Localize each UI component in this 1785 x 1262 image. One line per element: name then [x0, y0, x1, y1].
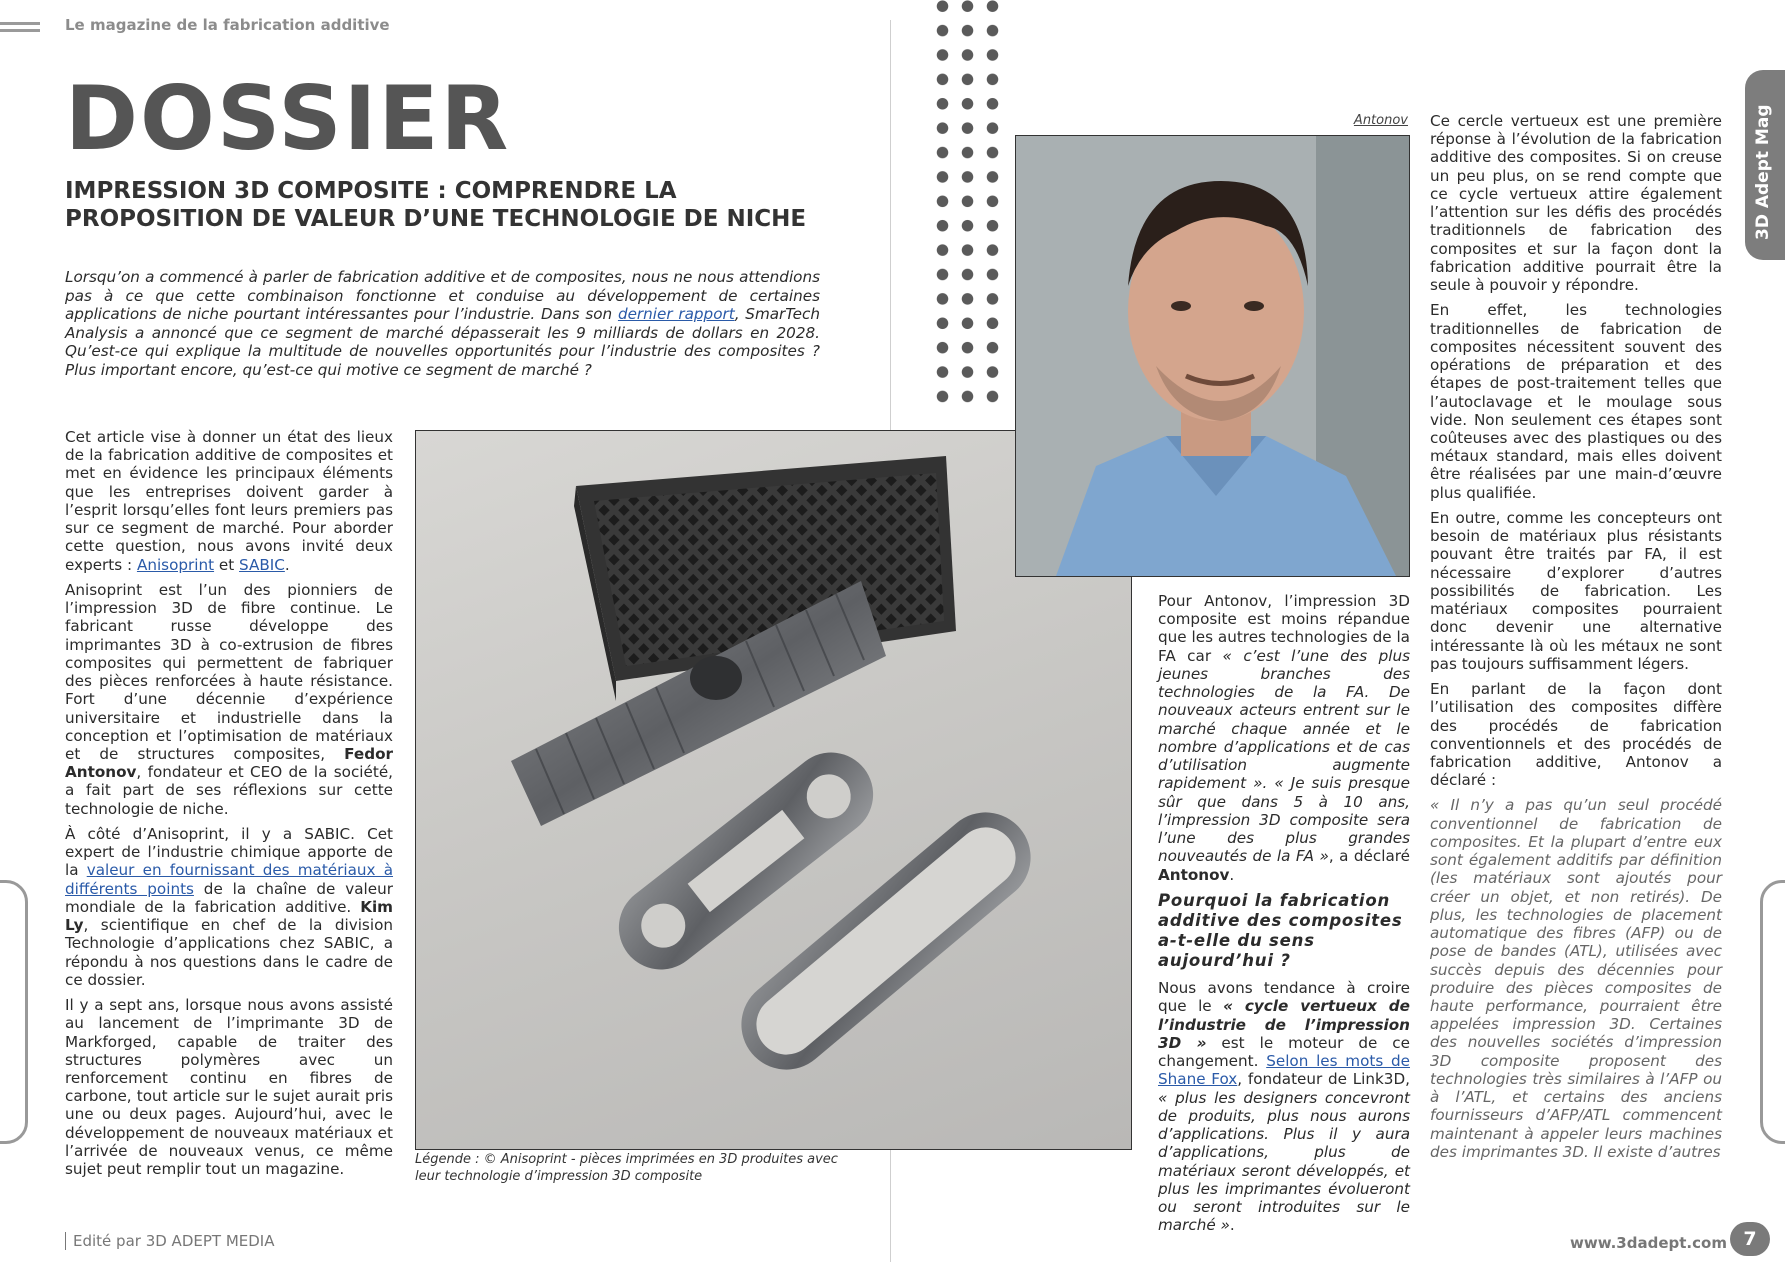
column-3: [1430, 112, 1722, 1168]
quote-paragraph: « Il n’y a pas qu’un seul procédé conventionnel de fabrication de composites. Et la plupart d’entre eux sont également additifs par définition (les matériaux sont ajoutés pour créer un objet, et non retirés). De plus, les technologies de placement automatique des fibres (AFP) ou de pose de bandes (ATL), utilisées avec succès depuis des décennies pour produire des pièces composites de haute performance, pourraient être appelées impression 3D. Certaines des nouvelles sociétés d’impression 3D composite proposent des technologies très similaires à l’AFP ou à l’ATL, et certains des anciens fournisseurs d’AFP/ATL commencent maintenant à appeler leurs machines des imprimantes 3D. Il existe d’autres: [1430, 796, 1722, 1161]
text: et: [214, 555, 240, 574]
article-headline: IMPRESSION 3D COMPOSITE : COMPRENDRE LA PROPOSITION DE VALEUR D’UNE TECHNOLOGIE DE NICHE: [65, 178, 807, 232]
anisoprint-link[interactable]: Anisoprint: [136, 555, 215, 574]
shane-fox-link[interactable]: Selon les mots de Shane Fox: [1158, 1052, 1410, 1089]
article-lead: [65, 268, 820, 379]
person-name: Fedor Antonov: [65, 744, 393, 782]
column-1: [65, 428, 393, 1185]
text: .: [1229, 865, 1235, 884]
paragraph: [1158, 979, 1410, 1234]
left-edge-decoration: [0, 880, 28, 1144]
valeur-materiaux-link[interactable]: valeur en fournissant des matériaux à différents points: [65, 861, 394, 898]
side-tab: [1745, 70, 1785, 260]
text: Nous avons tendance à croire que le: [1158, 979, 1410, 1016]
text: À côté d’Anisoprint, il y a SABIC. Cet expert de l’industrie chimique apporte de la: [65, 824, 393, 880]
dernier-rapport-link[interactable]: dernier rapport: [617, 305, 735, 324]
magazine-title: Le magazine de la fabrication additive: [65, 16, 390, 34]
paragraph: Il y a sept ans, lorsque nous avons assisté au lancement de l’imprimante 3D de Markforged, capable de traiter des structures polymères avec un renforcement continu en fibres de carbone, tout article sur le sujet aurait pris une ou deux pages. Aujourd’hui, avec le développement de nouveaux matériaux et l’arrivée de nouveaux venus, ce même sujet peut remplir tout un magazine.: [65, 996, 393, 1179]
paragraph: [65, 428, 393, 574]
subheading: Pourquoi la fabrication additive des composites a-t-elle du sens aujourd’hui ?: [1158, 890, 1403, 971]
text: Pour Antonov, l’impression 3D composite est moins répandue que les autres technologies de la FA car: [1158, 592, 1410, 665]
footer-publisher: Edité par 3D ADEPT MEDIA: [65, 1232, 274, 1250]
text: de la chaîne de valeur mondiale de la fabrication additive.: [65, 879, 393, 916]
paragraph: [65, 581, 393, 818]
page-number: 7: [1730, 1222, 1770, 1256]
paragraph: En outre, comme les concepteurs ont besoin de matériaux plus résistants pouvant être traités par FA, il est nécessaire d’explorer d’autres possibilités de fabrication. Les matériaux composites pourraient donc devenir une alternative intéressante là où les métaux ne sont pas toujours suffisamment légers.: [1430, 508, 1722, 673]
dot-pattern-decoration: [930, 0, 1005, 410]
portrait-illustration: [1016, 136, 1409, 576]
paragraph: En effet, les technologies traditionnelles de fabrication de composites nécessitent souvent des opérations de préparation et des étapes de post-traitement telles que l’autoclavage et le moulage sous vide. Non seulement ces étapes sont coûteuses avec des plastiques ou des métaux standard, mais elles doivent être réalisées par une main-d’œuvre plus qualifiée.: [1430, 301, 1722, 502]
quote: « c’est l’une des plus jeunes branches des technologies de la FA. De nouveaux acteurs entrent sur le marché chaque année et le nombre d’applications et de cas d’utilisation augmente rapidement ». « Je suis presque sûr que dans 5 à 10 ans, l’impression 3D composite sera l’une des plus grandes nouveautés de la FA »: [1158, 646, 1410, 866]
lead-text-end: , SmarTech Analysis a annoncé que ce segment de marché dépasserait les 9 milliards de dollars en 2028. Qu’est-ce qui explique la multitude de nouvelles opportunités pour l’industrie des composites ? Plus important encore, qu’est-ce qui motive ce segment de marché ?: [65, 305, 821, 379]
paragraph: En parlant de la façon dont l’utilisation des composites diffère des procédés de fabrication conventionnels et des procédés de fabrication additive, Antonov a déclaré :: [1430, 680, 1722, 790]
text: .: [284, 555, 290, 574]
column-2: [1158, 592, 1410, 1242]
portrait-credit: Antonov: [1353, 113, 1408, 128]
text: , scientifique en chef de la division Technologie d’applications chez SABIC, a répondu à nos questions dans le cadre de ce dossier.: [65, 916, 393, 989]
lead-text: Lorsqu’on a commencé à parler de fabrication additive et de composites, nous ne nous attendions pas à ce que cette combinaison fonctionne et conduise au développement de certaines applications de niche pourtant intéressantes pour l’industrie. Dans son: [65, 268, 820, 324]
person-name: Antonov: [1158, 865, 1230, 884]
photo-caption: Légende : © Anisoprint - pièces imprimées en 3D produites avec leur technologie d’impression 3D composite: [415, 1152, 838, 1184]
header-decoration: [0, 22, 40, 32]
text: .: [1229, 1216, 1235, 1235]
text: est le moteur de ce changement.: [1158, 1033, 1410, 1071]
text: , fondateur de Link3D,: [1237, 1070, 1410, 1089]
paragraph: Ce cercle vertueux est une première réponse à l’évolution de la fabrication additive des composites. Si on creuse un peu plus, on se rend compte que ce cycle vertueux attire également l’attention sur les défis des procédés traditionnels de fabrication des composites et sur la façon dont la fabrication additive pourrait être la seule à pouvoir y répondre.: [1430, 112, 1722, 295]
text: , a déclaré: [1328, 847, 1411, 866]
antonov-portrait-photo: [1015, 135, 1410, 577]
footer-website-link[interactable]: www.3dadept.com: [1570, 1234, 1727, 1252]
person-name: Kim Ly: [65, 897, 393, 935]
text: Anisoprint est l’un des pionniers de l’impression 3D de fibre continue. Le fabricant russe développe des imprimantes 3D à co-extrusion de fibres composites qui permettent de fabriquer des pièces renforcées à haute résistance. Fort d’une décennie d’expérience universitaire et industrielle dans la conception et l’optimisation de matériaux et de structures composites,: [65, 580, 393, 763]
right-edge-decoration: [1760, 880, 1785, 1144]
side-tab-label: 3D Adept Mag: [1753, 104, 1773, 240]
quote: « plus les designers concevront de produits, plus nous aurons d’applications. Plus il y aura d’applications, plus de matériaux seront développés, et plus les imprimantes évolueront ou seront introduites sur le marché »: [1158, 1088, 1410, 1235]
text: , fondateur et CEO de la société, a fait part de ses réflexions sur cette technologie de niche.: [65, 763, 393, 818]
paragraph: [1158, 592, 1410, 884]
sabic-link[interactable]: SABIC: [239, 555, 285, 574]
bold-quote: « cycle vertueux de l’industrie de l’impression 3D »: [1158, 997, 1410, 1052]
paragraph: [65, 825, 393, 989]
text: Cet article vise à donner un état des lieux de la fabrication additive de composites et met en évidence les principaux éléments que les entreprises doivent garder à l’esprit lorsqu’elles font leurs premiers pas sur ce segment de marché. Pour aborder cette question, nous avons invité deux experts :: [65, 428, 393, 574]
section-title: DOSSIER: [65, 67, 511, 170]
